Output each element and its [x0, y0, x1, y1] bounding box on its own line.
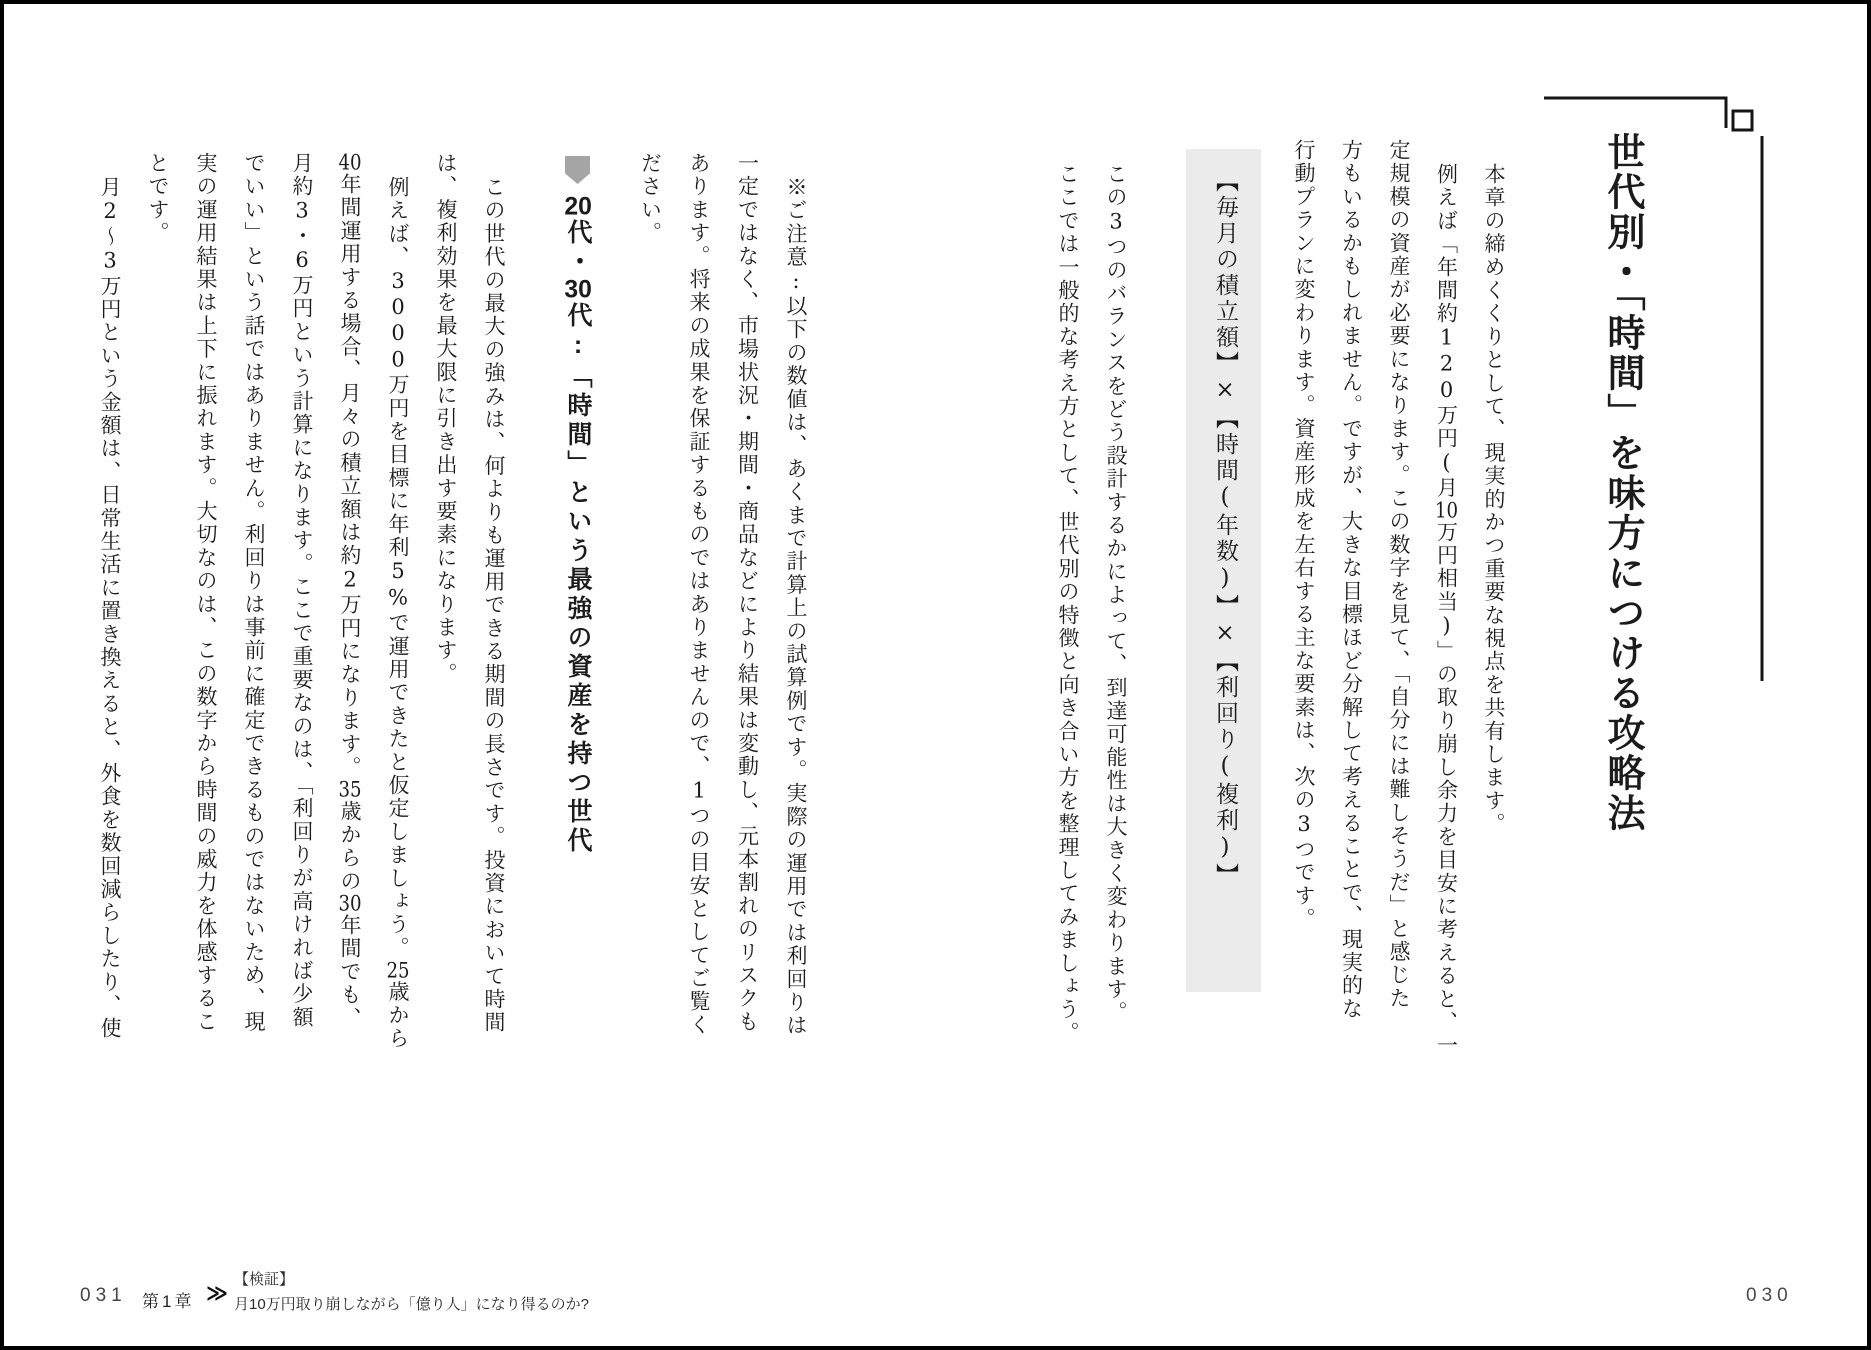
body-text-column: この3つのバランスをどう設計するかによって、到達可能性は大きく変わります。	[1104, 163, 1128, 1025]
body-text-column: ここでは一般的な考え方として、世代別の特徴と向き合い方を整理してみましょう。	[1056, 163, 1080, 1045]
note-text-column: ※ご注意:以下の数値は、あくまで計算上の試算例です。実際の運用では利回りは	[784, 176, 808, 1038]
body-text-column: 実の運用結果は上下に振れます。大切なのは、この数字から時間の威力を体感するこ	[194, 152, 218, 1034]
footer-chevron-icon: ≫	[206, 1282, 228, 1305]
chapter-section-title: 世代別・「時間」を味方につける攻略法	[1601, 132, 1643, 833]
right-page-body-columns	[1265, 139, 1507, 1079]
note-text-column: あります。将来の成果を保証するものではありませんので、1つの目安としてご覧く	[687, 152, 711, 1037]
body-text-column: でいい」という話ではありません。利回りは事前に確定できるものではないため、現	[242, 152, 266, 1034]
footer-running-title	[234, 1267, 589, 1317]
footer-caption-tag: 【検証】	[234, 1271, 295, 1288]
body-text-column: とです。	[146, 152, 170, 245]
section-marker-icon	[565, 156, 590, 184]
body-text-column: 例えば、3000万円を目標に年利5%で運用できたと仮定しましょう。25歳から	[386, 176, 410, 1051]
footer-caption-title: 月10万円取り崩しながら「億り人」になり得るのか?	[234, 1296, 590, 1313]
left-page-body-columns	[67, 152, 507, 1112]
note-text-column: ださい。	[638, 152, 663, 245]
body-text-column: 方もいるかもしれません。ですが、大きな目標ほど分解して考えることで、現実的な	[1339, 139, 1364, 1021]
formula-highlight-band	[1186, 149, 1261, 992]
section-subheading: 20代・30代:「時間」という最強の資産を持つ世代	[564, 194, 592, 856]
body-text-column: この世代の最大の強みは、何よりも運用できる期間の長さです。投資において時間	[482, 176, 506, 1035]
body-text-column: は、複利効果を最大限に引き出す要素になります。	[434, 152, 458, 686]
corner-bracket-decoration	[1529, 84, 1779, 689]
footer-chapter-label: 第1章	[142, 1292, 195, 1311]
body-text-column: 行動プランに変わります。資産形成を左右する主な要素は、次の3つです。	[1292, 139, 1316, 931]
body-text-column: 本章の締めくくりとして、現実的かつ重要な視点を共有します。	[1482, 163, 1506, 836]
investment-formula: 【毎月の積立額】×【時間(年数)】×【利回り(複利)】	[1212, 169, 1238, 889]
body-text-column: 定規模の資産が必要になります。この数字を見て、「自分には難しそうだ」と感じた	[1387, 139, 1411, 1011]
page-number-left: 031	[80, 1285, 127, 1306]
body-text-column: 月約3・6万円という計算になります。ここで重要なのは、「利回りが高ければ少額	[290, 152, 314, 1030]
body-text-column: 40年間運用する場合、月々の積立額は約2万円になります。35歳からの30年間でも、	[338, 152, 362, 1031]
body-text-column: 月2〜3万円という金額は、日常生活に置き換えると、外食を数回減らしたり、使	[98, 176, 122, 1041]
right-page-body-columns-2	[1029, 139, 1129, 1079]
page-number-right: 030	[1746, 1285, 1793, 1306]
note-text-column: 一定ではなく、市場状況・期間・商品などにより結果は変動し、元本割れのリスクも	[735, 152, 760, 1034]
body-text-column: 例えば「年間約120万円(月10万円相当)」の取り崩し余力を目安に考えると、一	[1434, 163, 1459, 1058]
disclaimer-note-columns	[609, 152, 809, 1082]
